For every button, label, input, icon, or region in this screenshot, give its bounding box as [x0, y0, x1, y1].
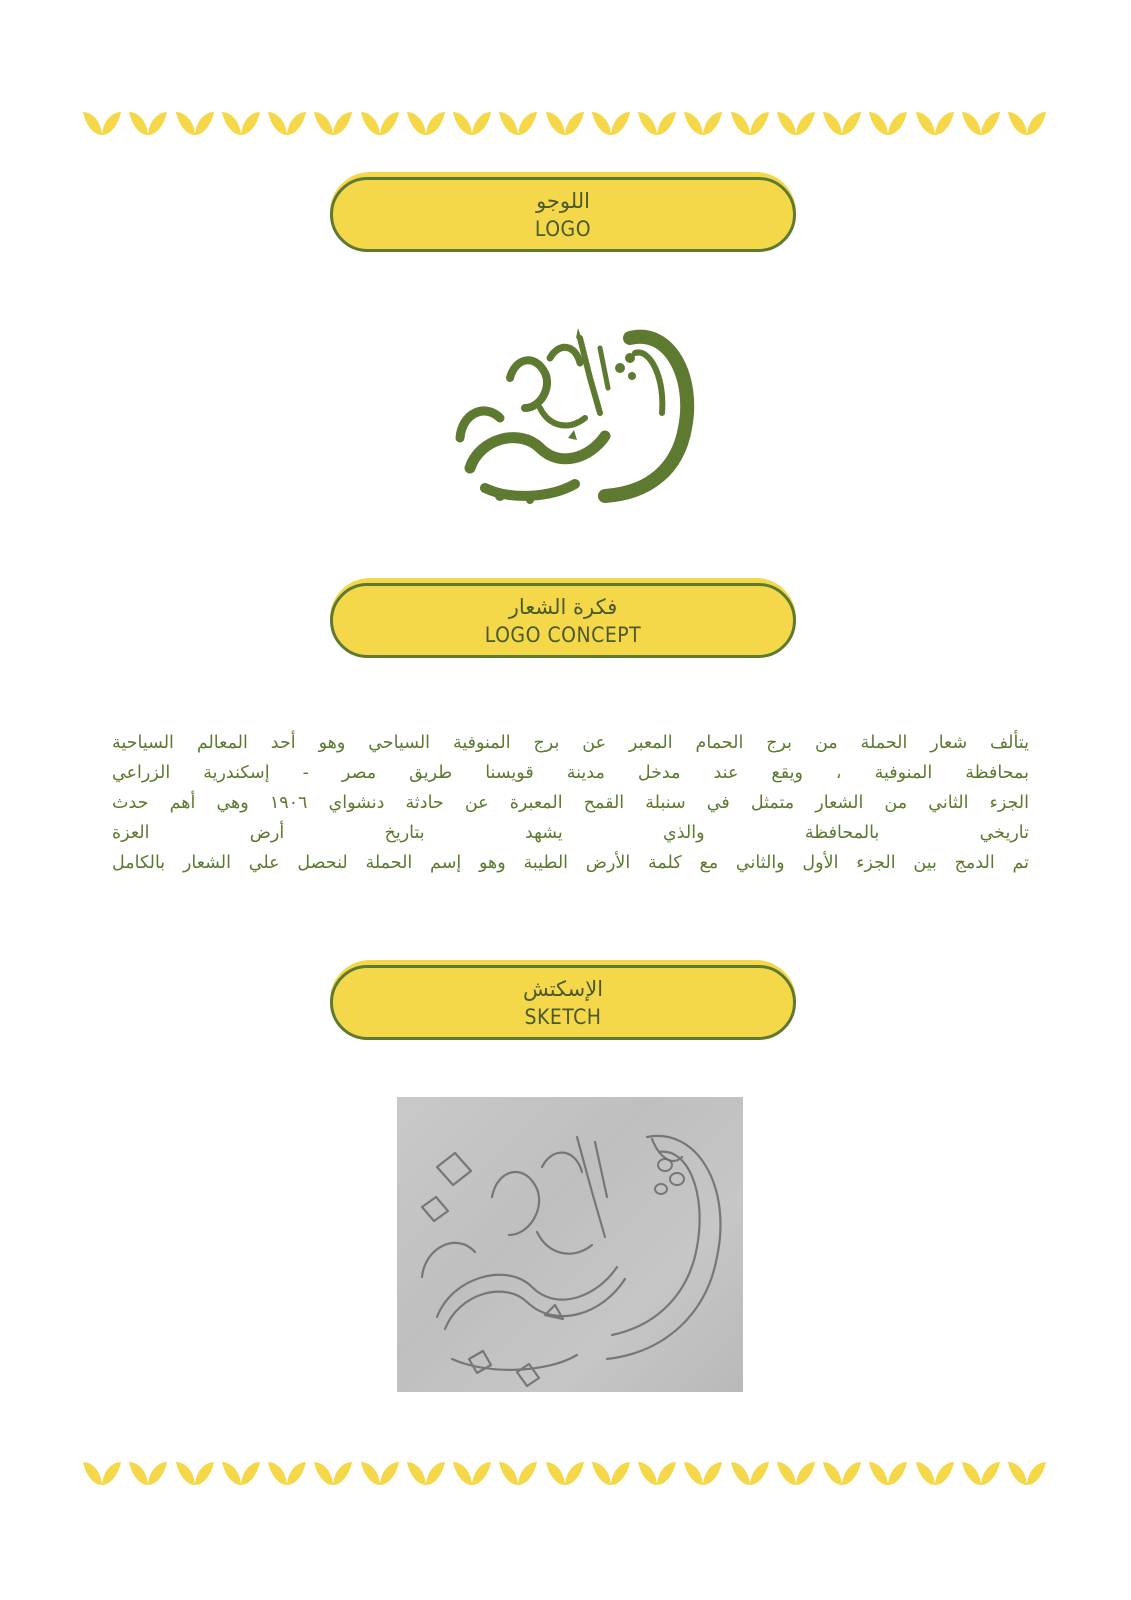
- leaf-border-icon: [730, 1460, 770, 1486]
- pencil-sketch-image: [397, 1097, 743, 1392]
- leaf-border-icon: [82, 110, 122, 136]
- leaf-border-icon: [360, 110, 400, 136]
- leaf-border-icon: [915, 110, 955, 136]
- leaf-border-icon: [730, 110, 770, 136]
- leaf-border-icon: [637, 1460, 677, 1486]
- leaf-border-icon: [313, 110, 353, 136]
- concept-heading-arabic: فكرة الشعار: [508, 595, 618, 619]
- leaf-border-icon: [868, 110, 908, 136]
- sketch-heading-arabic: الإسكتش: [522, 977, 604, 1001]
- logo-heading-arabic: اللوجو: [536, 189, 590, 213]
- leaf-border-icon: [498, 1460, 538, 1486]
- bottom-leaf-border: [82, 1460, 1047, 1490]
- concept-line: بمحافظة المنوفية ، ويقع عند مدخل مدينة قويسنا طريق مصر - إسكندرية الزراعي: [112, 763, 1029, 783]
- leaf-border-icon: [591, 110, 631, 136]
- concept-line: تم الدمج بين الجزء الأول والثاني مع كلمة الأرض الطيبة وهو إسم الحملة لنحصل علي الشعار بالكامل: [112, 853, 1029, 873]
- top-leaf-border: [82, 110, 1047, 140]
- leaf-border-icon: [452, 1460, 492, 1486]
- concept-line: تاريخي بالمحافظة والذي يشهد بتاريخ أرض العزة: [112, 823, 1029, 843]
- concept-section-heading: [330, 578, 796, 658]
- leaf-border-icon: [267, 110, 307, 136]
- leaf-border-icon: [267, 1460, 307, 1486]
- leaf-border-icon: [406, 1460, 446, 1486]
- calligraphy-logo-icon: [440, 318, 700, 508]
- leaf-border-icon: [545, 1460, 585, 1486]
- leaf-border-icon: [776, 1460, 816, 1486]
- leaf-border-icon: [961, 1460, 1001, 1486]
- leaf-border-icon: [128, 110, 168, 136]
- leaf-border-icon: [82, 1460, 122, 1486]
- leaf-border-icon: [822, 1460, 862, 1486]
- leaf-border-icon: [868, 1460, 908, 1486]
- logo-section-heading: [330, 172, 796, 252]
- leaf-border-icon: [776, 110, 816, 136]
- leaf-border-icon: [1007, 110, 1047, 136]
- concept-line: الجزء الثاني من الشعار متمثل في سنبلة القمح المعبرة عن حادثة دنشواي ١٩٠٦ وهي أهم حدث: [112, 793, 1029, 813]
- concept-line: يتألف شعار الحملة من برج الحمام المعبر عن برج المنوفية السياحي وهو أحد المعالم السياحية: [112, 733, 1029, 753]
- leaf-border-icon: [1007, 1460, 1047, 1486]
- logo-heading-english: LOGO: [534, 217, 592, 241]
- leaf-border-icon: [637, 110, 677, 136]
- leaf-border-icon: [591, 1460, 631, 1486]
- leaf-border-icon: [683, 1460, 723, 1486]
- leaf-border-icon: [961, 110, 1001, 136]
- leaf-border-icon: [313, 1460, 353, 1486]
- leaf-border-icon: [360, 1460, 400, 1486]
- leaf-border-icon: [175, 110, 215, 136]
- leaf-border-icon: [221, 110, 261, 136]
- concept-heading-english: LOGO CONCEPT: [484, 623, 642, 647]
- leaf-border-icon: [175, 1460, 215, 1486]
- concept-paragraph: [112, 728, 1029, 878]
- leaf-border-icon: [498, 110, 538, 136]
- leaf-border-icon: [683, 110, 723, 136]
- leaf-border-icon: [822, 110, 862, 136]
- leaf-border-icon: [452, 110, 492, 136]
- leaf-border-icon: [221, 1460, 261, 1486]
- leaf-border-icon: [128, 1460, 168, 1486]
- leaf-border-icon: [406, 110, 446, 136]
- sketch-section-heading: [330, 960, 796, 1040]
- leaf-border-icon: [915, 1460, 955, 1486]
- leaf-border-icon: [545, 110, 585, 136]
- sketch-heading-english: SKETCH: [524, 1005, 602, 1029]
